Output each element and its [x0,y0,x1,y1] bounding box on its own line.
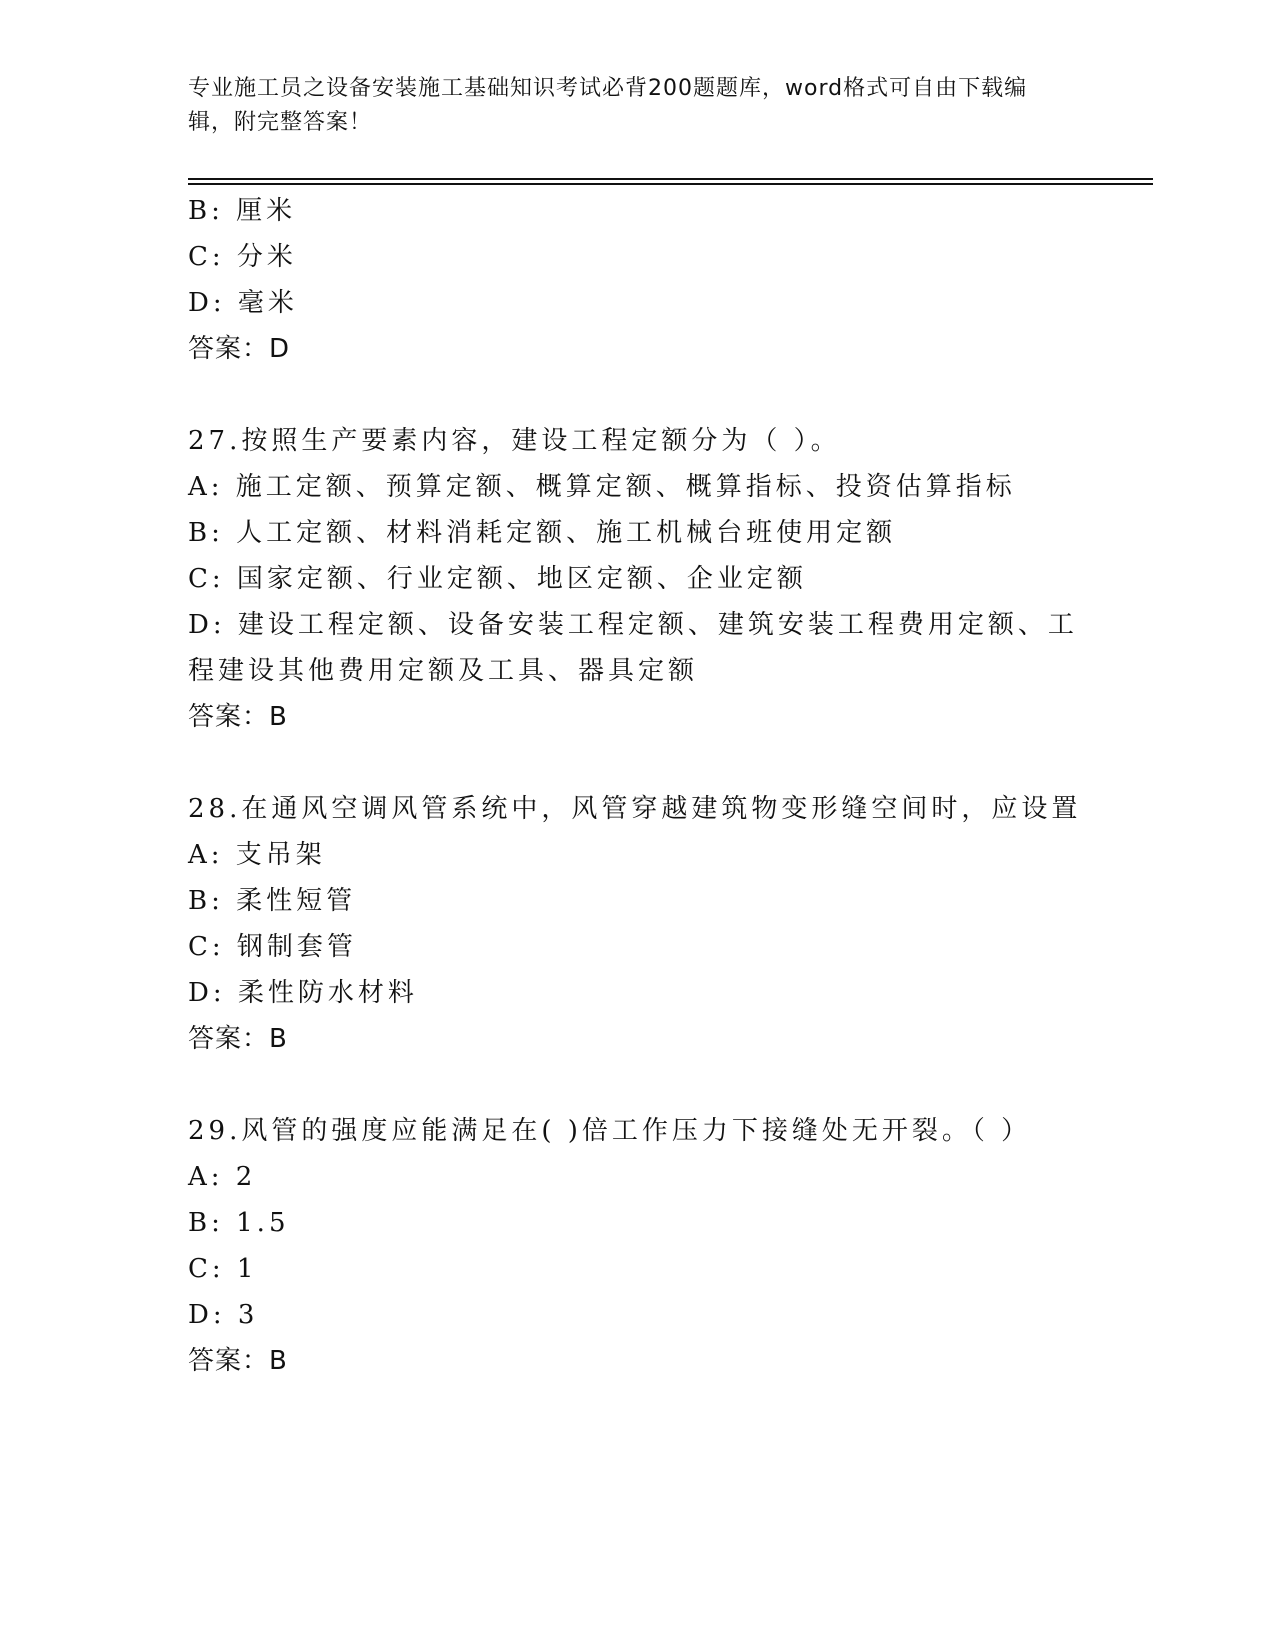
document-header: 专业施工员之设备安装施工基础知识考试必背200题题库，word格式可自由下载编辑，附完整答案！ [188,76,1028,135]
question-27 [188,418,1088,740]
option-b: B: 柔性短管 [188,886,357,916]
option-d: D: 柔性防水材料 [188,978,418,1008]
answer-line: 答案：B [188,1346,288,1376]
option-c: C: 1 [188,1254,258,1284]
option-c: C: 分米 [188,242,297,272]
header-rule-bottom [188,183,1153,185]
prev-question [188,188,1088,372]
spacer [188,1062,1088,1108]
question-stem: 29.风管的强度应能满足在( )倍工作压力下接缝处无开裂。（ ） [188,1116,1032,1146]
question-content [188,188,1088,1384]
spacer [188,372,1088,418]
question-stem: 28.在通风空调风管系统中，风管穿越建筑物变形缝空间时，应设置 [188,794,1082,824]
answer-line: 答案：D [188,334,291,364]
answer-line: 答案：B [188,702,288,732]
option-d: D: 毫米 [188,288,298,318]
spacer [188,740,1088,786]
option-a: A: 支吊架 [188,840,326,870]
option-d: D: 建设工程定额、设备安装工程定额、建筑安装工程费用定额、工程建设其他费用定额及工具、器具定额 [188,610,1078,686]
answer-line: 答案：B [188,1024,288,1054]
question-29 [188,1108,1088,1384]
option-b: B: 厘米 [188,196,297,226]
option-a: A: 2 [188,1162,257,1192]
question-stem: 27.按照生产要素内容，建设工程定额分为（ ）。 [188,426,841,456]
question-28 [188,786,1088,1062]
option-b: B: 1.5 [188,1208,290,1238]
option-c: C: 钢制套管 [188,932,357,962]
option-c: C: 国家定额、行业定额、地区定额、企业定额 [188,564,807,594]
option-d: D: 3 [188,1300,259,1330]
header-rule-top [188,178,1153,180]
option-a: A: 施工定额、预算定额、概算定额、概算指标、投资估算指标 [188,472,1016,502]
option-b: B: 人工定额、材料消耗定额、施工机械台班使用定额 [188,518,897,548]
